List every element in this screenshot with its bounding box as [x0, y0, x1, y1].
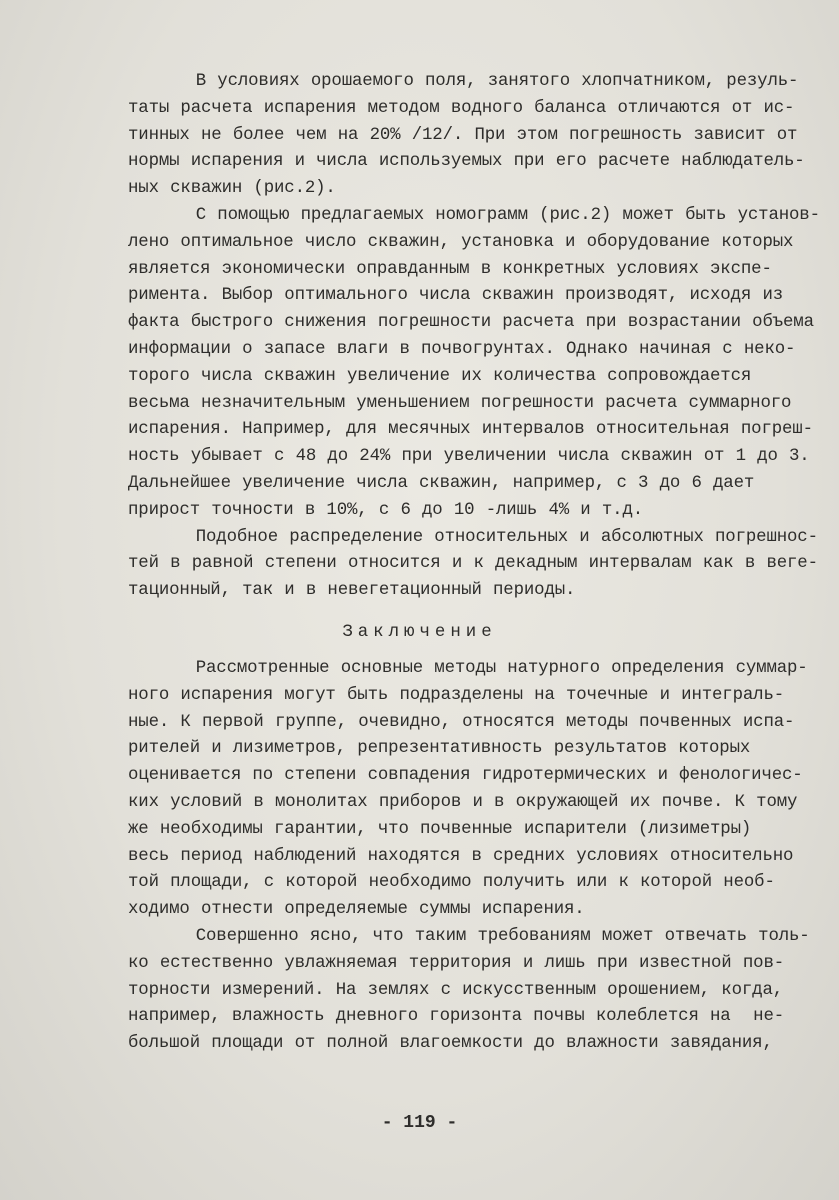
text-line: прирост точности в 10%, с 6 до 10 -лишь 4% и т.д.	[128, 500, 644, 520]
text-line: той площади, с которой необходимо получить или к которой необ-	[128, 873, 775, 893]
text-line: Совершенно ясно, что таким требованиям может отвечать толь-	[128, 926, 810, 946]
text-line: ко естественно увлажняемая территория и лишь при известной пов-	[128, 953, 785, 973]
text-line: торности измерений. На землях с искусственным орошением, когда,	[128, 980, 784, 1000]
text-line: например, влажность дневного горизонта почвы колеблется на не-	[128, 1007, 785, 1027]
text-line: ходимо отнести определяемые суммы испарения.	[128, 900, 585, 920]
text-line: информации о запасе влаги в почвогрунтах. Однако начиная с неко-	[128, 339, 796, 359]
text-line: нормы испарения и числа используемых при его расчете наблюдатель-	[128, 152, 805, 172]
text-line: Подобное распределение относительных и абсолютных погрешнос-	[128, 527, 818, 547]
text-line: ные. К первой группе, очевидно, относятся методы почвенных испа-	[128, 712, 795, 732]
text-line: оценивается по степени совпадения гидротермических и фенологичес-	[128, 766, 803, 786]
text-line: С помощью предлагаемых номограмм (рис.2) может быть установ-	[128, 205, 820, 225]
text-line: рителей и лизиметров, репрезентативность результатов которых	[128, 739, 751, 759]
text-line: тационный, так и в невегетационный периоды.	[128, 581, 576, 601]
text-line: весьма незначительным уменьшением погрешности расчета суммарного	[128, 393, 792, 413]
text-line: лено оптимальное число скважин, установка и оборудование которых	[128, 232, 794, 252]
text-line: таты расчета испарения методом водного баланса отличаются от ис-	[128, 98, 795, 118]
text-line: ких условий в монолитах приборов и в окружающей их почве. К тому	[128, 792, 798, 812]
text-line: тинных не более чем на 20% /12/. При этом погрешность зависит от	[128, 125, 798, 145]
text-line: большой площади от полной влагоемкости до влажности завядания,	[128, 1034, 773, 1054]
body-text-section-2	[128, 656, 818, 1058]
text-line: В условиях орошаемого поля, занятого хлопчатником, резуль-	[128, 72, 799, 91]
page-number: - 119 -	[381, 1113, 458, 1133]
text-line: испарения. Например, для месячных интервалов относительная погреш-	[128, 420, 813, 440]
text-line: торого числа скважин увеличение их количества сопровождается	[128, 366, 752, 386]
text-line: же необходимы гарантии, что почвенные испарители (лизиметры)	[128, 819, 752, 839]
body-text-section-1	[128, 69, 818, 605]
text-line: ного испарения могут быть подразделены на точечные и интеграль-	[128, 685, 785, 705]
text-line: тей в равной степени относится и к декадным интервалам как в веге-	[128, 554, 818, 574]
text-line: Рассмотренные основные методы натурного определения суммар-	[128, 659, 808, 678]
text-line: факта быстрого снижения погрешности расчета при возрастании объема	[128, 313, 814, 333]
text-line: римента. Выбор оптимального числа скважин производят, исходя из	[128, 286, 784, 306]
text-line: Дальнейшее увеличение числа скважин, например, с 3 до 6 дает	[128, 473, 755, 493]
text-line: весь период наблюдений находятся в средних условиях относительно	[128, 846, 794, 866]
text-line: является экономически оправданным в конкретных условиях экспе-	[128, 259, 772, 279]
text-line: ных скважин (рис.2).	[128, 179, 336, 199]
text-line: ность убывает с 48 до 24% при увеличении числа скважин от 1 до 3.	[128, 447, 810, 467]
section-heading-conclusion: Заключение	[342, 623, 497, 642]
